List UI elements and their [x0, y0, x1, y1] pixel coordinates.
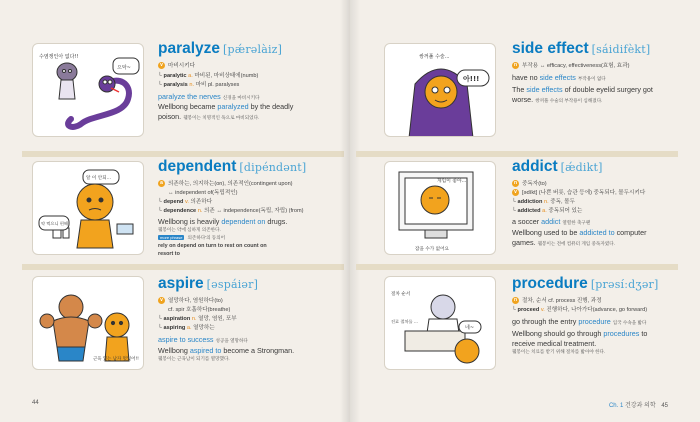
headword: [158, 40, 282, 58]
example-highlight: procedure: [578, 317, 611, 326]
addict-illustration: [384, 161, 496, 255]
paralyze-bubble-text: 수염쟁인아 없다!!: [39, 54, 79, 60]
addict-bubble-text: 게임이 좋아...: [437, 179, 467, 184]
meaning: 중독자(to): [522, 181, 547, 187]
pos-badge: v: [158, 62, 165, 69]
headword-text: addict: [512, 158, 558, 175]
entry-aspire: [158, 275, 348, 385]
example-text: Wellbong should go through: [512, 329, 604, 338]
example: [512, 329, 647, 338]
derivative-meaning: 중독되어 있는: [548, 208, 583, 214]
derivative-pos: n.: [191, 316, 197, 322]
dependent-illustration: [32, 161, 144, 255]
example: [512, 317, 646, 326]
derivative-pos: a.: [542, 208, 547, 214]
headword: [512, 158, 603, 176]
derivative-meaning: 마비된, 마비상태에(numb): [194, 73, 259, 79]
aspire-illustration: [32, 276, 144, 370]
section-divider: [22, 151, 344, 157]
example: [158, 217, 287, 226]
headword: [158, 158, 306, 176]
headword: [512, 40, 650, 58]
phrase: [512, 73, 606, 82]
pronunciation: [pǽrəlàiz]: [223, 43, 283, 56]
example-highlight: procedures: [603, 329, 640, 338]
derivative: └ paralysis n. 마비 pl. paralyses: [158, 82, 240, 88]
derivative: └ paralytic a. 마비된, 마비상태에(numb): [158, 73, 259, 79]
section-divider: [22, 264, 344, 270]
definition: [158, 61, 195, 69]
entry-dependent: [158, 158, 348, 264]
example: [158, 112, 259, 121]
meaning: 의존하는, 의지하는(on), 의존적인(contingent upon): [168, 181, 293, 187]
derivative-pos: n.: [189, 82, 195, 88]
headword-text: side effect: [512, 40, 589, 57]
headword: [158, 275, 258, 293]
page-number-right: 45: [661, 403, 668, 409]
dependent-bubble-text-2: 약 먹으니 편해: [41, 221, 68, 226]
derivative-word: depend: [163, 199, 184, 205]
derivative-pos: a.: [188, 73, 193, 79]
right-page: [350, 0, 700, 422]
example-text: by the deadly: [248, 102, 294, 111]
definition: [512, 188, 645, 196]
derivative: └ addicted a. 중독되어 있는: [512, 208, 583, 214]
derivative-meaning: 의존 ↔ independence(독립, 자립) (from): [203, 208, 304, 214]
derivative-word: dependence: [163, 208, 197, 214]
example: receive medical treatment.: [512, 339, 597, 348]
derivative-meaning: 마비 pl. paralyses: [195, 82, 240, 88]
phrase-highlight: side effects: [539, 73, 576, 82]
headword: [512, 275, 659, 293]
derivative-meaning: 진행하다, 나아가다(advance, go forward): [546, 307, 648, 313]
derivative-pos: v.: [540, 307, 545, 313]
example-text: The: [512, 85, 527, 94]
pronunciation: [ǽdikt]: [560, 161, 603, 174]
example-text: Wellbong is heavily: [158, 217, 222, 226]
example-highlight: paralyzed: [217, 102, 249, 111]
example: [512, 85, 653, 94]
side-effect-illustration: [384, 43, 496, 137]
example: [158, 102, 293, 111]
phrase: [158, 92, 260, 101]
page-number-left: 44: [32, 400, 39, 406]
procedure-bubble-text-3: 네~: [465, 325, 475, 331]
pos-badge: n: [513, 180, 518, 187]
example-text: become a Strongman.: [221, 346, 295, 355]
entry-addict: [512, 158, 698, 264]
etymology: cf. spir 호흡하다(breathe): [168, 307, 231, 313]
example-text: poison.: [158, 112, 182, 121]
example-text: Wellbong used to be: [512, 228, 580, 237]
derivative-word: proceed: [517, 307, 540, 313]
headword-text: procedure: [512, 275, 588, 292]
example-text: Wellbong: [158, 346, 190, 355]
derivative: └ depend v. 의존하다: [158, 199, 213, 205]
definition: [158, 296, 223, 304]
pos-badge: a: [158, 180, 165, 187]
derivative-word: aspiration: [163, 316, 191, 322]
phrase-text: aspire to success: [158, 335, 214, 344]
section-label: Ch. 1: [608, 403, 624, 409]
example-highlight: aspired to: [189, 346, 222, 355]
procedure-bubble-text-2: 진료 절차를 ...: [391, 319, 418, 324]
example-text: computer: [614, 228, 647, 237]
derivative-pos: a.: [186, 325, 192, 331]
example-text: games.: [512, 238, 536, 247]
section-divider: [356, 151, 678, 157]
phrase: [512, 217, 590, 226]
entry-paralyze: [158, 40, 348, 150]
example-text: drugs.: [265, 217, 288, 226]
pos-badge: n: [513, 62, 518, 69]
paralyze-illustration: [32, 43, 144, 137]
definition: [512, 179, 547, 187]
phrase-meaning: 성공을 열망하다: [215, 338, 248, 343]
side-effect-bubble-text-2: 아!!!: [463, 75, 480, 83]
example: [512, 238, 615, 247]
procedure-bubble-text: 절차 순서: [391, 292, 411, 297]
headword-text: paralyze: [158, 40, 221, 57]
pos-badge: v: [158, 297, 165, 304]
derivative: └ proceed v. 진행하다, 나아가다(advance, go forward): [512, 307, 648, 313]
derivative: └ addiction n. 중독, 몰두: [512, 199, 575, 205]
antonym: ↔ independent of(독립적인): [168, 190, 238, 196]
example-text: Wellbong became: [158, 102, 218, 111]
derivative-pos: v.: [184, 199, 189, 205]
more-phrase: [158, 235, 225, 241]
derivative: └ aspiring a. 열망하는: [158, 325, 215, 331]
pronunciation: [dipéndənt]: [239, 161, 307, 174]
pos-badge: v: [512, 189, 519, 196]
example: [512, 95, 602, 104]
example-translation: 웰봉이는 근육남이 되기를 열망했다.: [158, 356, 230, 361]
derivative-meaning: 의존하다: [190, 199, 213, 205]
derivative-pos: n.: [197, 208, 203, 214]
pronunciation: [sáidifèkt]: [591, 43, 651, 56]
derivative-word: addicted: [517, 208, 541, 214]
section-divider: [356, 264, 678, 270]
derivative-meaning: 중독, 몰두: [550, 199, 575, 205]
meaning: 부작용 ↔ efficacy, effectiveness(효험, 효과): [522, 63, 630, 69]
paralyze-bubble-text-2: 으악~: [117, 65, 131, 71]
example-highlight: dependent on: [221, 217, 266, 226]
example-text: to: [639, 329, 648, 338]
example-highlight: side effects: [526, 85, 563, 94]
example-text: go through the entry: [512, 317, 579, 326]
definition: [512, 296, 602, 304]
derivative-word: paralysis: [163, 82, 188, 88]
more-phrase-tag: more phrase: [160, 235, 183, 241]
example-translation: 웰봉이는 치명적인 독으로 마비되었다.: [183, 115, 260, 120]
example-text: of double eyelid surgery got: [562, 85, 653, 94]
example-highlight: addicted to: [579, 228, 615, 237]
headword-text: aspire: [158, 275, 204, 292]
meaning: [ədíkt] (나쁜 버릇, 습관 등에) 중독되다, 몰두시키다: [522, 190, 646, 196]
aspire-bubble-text: 근육 있는 남자 멋있어!!: [93, 357, 139, 362]
pronunciation: [əspáiər]: [206, 278, 259, 291]
definition: [512, 61, 629, 69]
derivative: └ aspiration n. 열망, 염원, 포부: [158, 316, 237, 322]
phrase-meaning: 열렬한 축구팬: [562, 220, 591, 225]
pos-badge: n: [513, 297, 518, 304]
entry-side-effect: [512, 40, 698, 150]
more-phrase-text: 의존하다'의 동의어: [187, 235, 226, 240]
phrase-meaning: 신경을 마비시키다: [222, 95, 260, 100]
derivative-meaning: 열망, 염원, 포부: [198, 316, 237, 322]
example-text: worse.: [512, 95, 534, 104]
procedure-illustration: [384, 276, 496, 370]
phrase-meaning: 부작용이 없다: [577, 76, 606, 81]
phrase: [158, 335, 248, 344]
section-title: 건강과 의학: [624, 403, 656, 409]
phrase-text: a soccer: [512, 217, 542, 226]
page-footer-right: [609, 400, 668, 409]
meaning: 열망하다, 염원하다(to): [168, 298, 223, 304]
phrase-text: have no: [512, 73, 540, 82]
derivative: └ dependence n. 의존 ↔ independence(독립, 자립) (from): [158, 208, 304, 214]
phrase-highlight: addict: [541, 217, 561, 226]
headword-text: dependent: [158, 158, 237, 175]
example: [512, 228, 647, 237]
example: [158, 346, 294, 355]
derivative-word: aspiring: [163, 325, 186, 331]
dependent-bubble-text: 알 이 안되...: [86, 176, 112, 181]
more-phrase-list: rely on depend on turn to rest on count on: [158, 243, 267, 249]
derivative-word: paralytic: [163, 73, 187, 79]
example-translation: 쌍꺼풀 수술의 부작용이 심해졌다.: [535, 98, 603, 103]
derivative-word: addiction: [517, 199, 543, 205]
example-meaning: 입국 수속을 밟다: [612, 320, 647, 325]
side-effect-bubble-text: 쌍꺼풀 수술...: [419, 54, 450, 60]
phrase-text: paralyze the nerves: [158, 92, 221, 101]
derivative-meaning: 열망하는: [193, 325, 215, 331]
example-translation: 웰봉이는 전에 컴퓨터 게임 중독자였다.: [537, 241, 615, 246]
derivative-pos: n.: [543, 199, 549, 205]
pronunciation: [prəsíːdʒər]: [590, 278, 659, 291]
addict-bubble-text-2: 잠을 수가 없어요: [415, 247, 449, 252]
meaning: 절차, 순서 cf. process 진행, 과정: [522, 298, 602, 304]
example-translation: 웰봉이는 약에 심하게 의존한다.: [158, 227, 221, 232]
meaning: 마비시키다: [168, 63, 196, 69]
example-translation: 웰봉이는 치료를 받기 위해 절차를 밟아야 한다.: [512, 349, 606, 354]
more-phrase-list: resort to: [158, 251, 180, 257]
definition: [158, 179, 293, 187]
entry-procedure: [512, 275, 698, 385]
